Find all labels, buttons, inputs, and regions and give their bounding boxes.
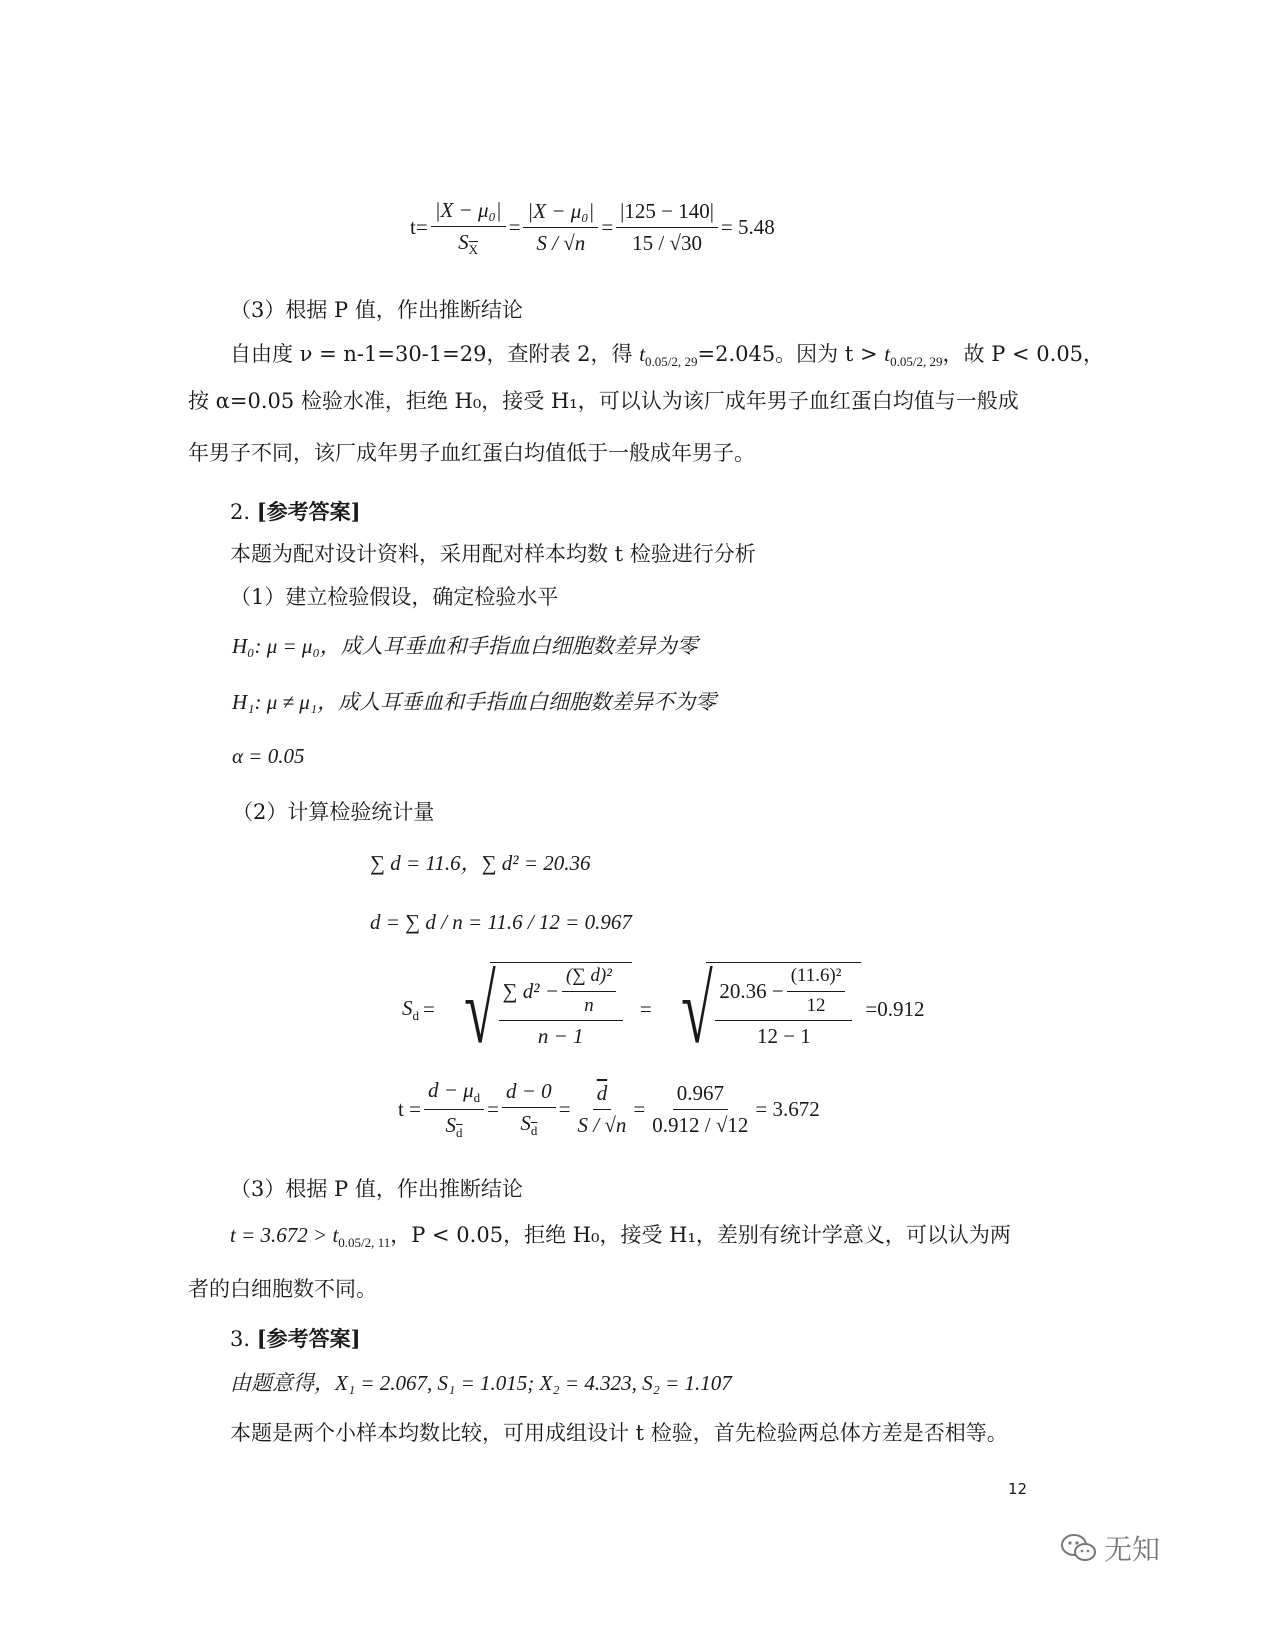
p2-step1: （1）建立检验假设，确定检验水平 <box>230 585 559 609</box>
watermark-text: 无知 <box>1104 1533 1161 1566</box>
p2-h1: H₁: μ ≠ μ₁，成人耳垂血和手指血白细胞数差异不为零 <box>232 690 717 714</box>
p2-intro: 本题为配对设计资料，采用配对样本均数 t 检验进行分析 <box>230 542 756 566</box>
wechat-icon <box>1060 1533 1098 1563</box>
mean-d-line: d = ∑ d / n = 11.6 / 12 = 0.967 <box>370 910 632 934</box>
conclusion-line-1: 按 α=0.05 检验水准，拒绝 H₀，接受 H₁，可以认为该厂成年男子血红蛋白均值与一般成 <box>188 389 1019 413</box>
answer-3-heading: 3. [参考答案] <box>230 1326 361 1351</box>
p2-h0: H₀: μ = μ₀，成人耳垂血和手指血白细胞数差异为零 <box>232 634 698 658</box>
page-number: 12 <box>1008 1480 1028 1498</box>
step3-heading-p1: （3）根据 P 值，作出推断结论 <box>230 298 523 322</box>
conclusion-line-2: 年男子不同，该厂成年男子血红蛋白均值低于一般成年男子。 <box>188 441 755 465</box>
df-line: 自由度 ν = n-1=30-1=29，查附表 2，得 $t_{0.05/2, 29}=2.045$。因为 $t > t_{0.05/2, 29}$，故 P < 0.05， <box>230 342 1105 370</box>
p2-step3: （3）根据 P 值，作出推断结论 <box>230 1177 523 1201</box>
p2-conclusion-line-2: 者的白细胞数不同。 <box>188 1277 377 1301</box>
t-formula-2: t = $\frac{d - \mu_d}{S_{\overline{d}}}$ = $\frac{d - 0}{S_{\overline{d}}}$ = $\frac{\overline{d}}{S / √n}$ = $\frac{0.967}{0.912 / √12}$ = 3.672 <box>398 1078 820 1140</box>
t-formula-1: t= $\frac{\text{|X − μ₀|}}{S_{\overline{X}}}$ = $\frac{\text{|X − μ₀|}}{S / √n}$ = $\frac{|125 - 140|}{15 / √30}$ = 5.48 <box>410 198 775 258</box>
p3-given: 由题意得，X₁ = 2.067, S₁ = 1.015; X₂ = 4.323, S₂ = 1.107 <box>230 1371 732 1395</box>
p2-alpha: α = 0.05 <box>232 744 305 768</box>
watermark <box>1060 1528 1160 1568</box>
p2-step2: （2）计算检验统计量 <box>232 800 435 824</box>
sd-formula: $S_d$ = √ ∑ d² − $\frac{\text{(∑ d)²}}{n}$ n − 1 = √ 20.36 − $\frac{\text{(11.6)²}}{12}$ 12 − 1 =0.912 <box>402 956 925 1063</box>
p3-text: 本题是两个小样本均数比较，可用成组设计 t 检验，首先检验两总体方差是否相等。 <box>230 1421 1008 1445</box>
answer-2-heading: 2. [参考答案] <box>230 499 361 524</box>
p2-conclusion-line-1: $t = 3.672 > t_{0.05/2, 11}$，P < 0.05，拒绝 H₀，接受 H₁，差别有统计学意义，可以认为两 <box>230 1223 1011 1251</box>
sum-d-line: ∑ d = 11.6，∑ d² = 20.36 <box>370 851 591 875</box>
